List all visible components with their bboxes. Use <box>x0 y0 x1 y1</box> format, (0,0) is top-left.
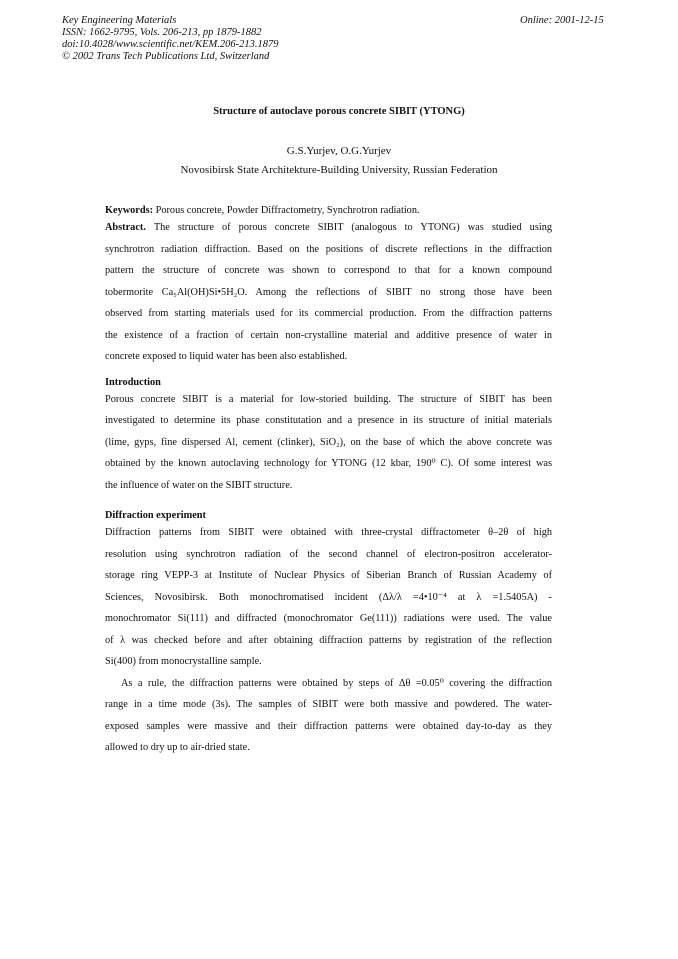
diffraction-line: As a rule, the diffraction patterns were obtained by steps of Δθ =0.05⁰ covering the diffraction <box>121 678 552 689</box>
doi-line: doi:10.4028/www.scientific.net/KEM.206-213.1879 <box>62 39 279 50</box>
paper-title: Structure of autoclave porous concrete SIBIT (YTONG) <box>213 106 465 117</box>
diffraction-line: of λ was checked before and after obtaining diffraction patterns by registration of the reflection <box>105 635 552 646</box>
diffraction-line: monochromator Si(111) and diffracted (monochromator Ge(111)) radiations were used. The value <box>105 613 552 624</box>
diffraction-line: exposed samples were massive and their diffraction patterns were obtained day-to-day as they <box>105 721 552 732</box>
journal-name: Key Engineering Materials <box>62 15 177 26</box>
diffraction-line: storage ring VEPP-3 at Institute of Nuclear Physics of Siberian Branch of Russian Academy of <box>105 570 552 581</box>
abstract-text: The structure of porous concrete SIBIT (analogous to YTONG) was studied using <box>153 222 552 233</box>
keywords-label: Keywords: <box>105 205 154 216</box>
abstract-line: tobermorite Ca₅Al(OH)Si•5H₂O. Among the reflections of SIBIT no strong those have been <box>105 287 552 298</box>
introduction-line: Porous concrete SIBIT is a material for low-storied building. The structure of SIBIT has been <box>105 394 552 405</box>
paper-affiliation: Novosibirsk State Architekture-Building University, Russian Federation <box>180 164 498 176</box>
abstract-line: concrete exposed to liquid water has been also established. <box>105 351 348 362</box>
diffraction-line: range in a time mode (3s). The samples of SIBIT were both massive and powdered. The water- <box>105 699 552 710</box>
diffraction-line: resolution using synchrotron radiation of the second channel of electron-positron accelerator- <box>105 549 552 560</box>
introduction-line: investigated to determine its phase constitutation and a presence in its structure of initial materials <box>105 415 552 426</box>
paper-authors: G.S.Yurjev, O.G.Yurjev <box>286 145 392 157</box>
introduction-heading: Introduction <box>105 377 161 388</box>
abstract-line: synchrotron radiation diffraction. Based on the positions of discrete reflections in the diffraction <box>105 244 552 255</box>
abstract-line: the existence of a fraction of certain non-crystalline material and additive presence of water in <box>105 330 552 341</box>
diffraction-line: Si(400) from monocrystalline sample. <box>105 656 262 667</box>
abstract-label: Abstract. <box>105 222 146 233</box>
introduction-line: the influence of water on the SIBIT structure. <box>105 480 293 491</box>
diffraction-line: Sciences, Novosibirsk. Both monochromatised incident (Δλ/λ =4•10⁻⁴ at λ =1.5405A) - <box>105 592 552 603</box>
abstract-line: pattern the structure of concrete was shown to correspond to that for a known compound <box>105 265 552 276</box>
copyright-line: © 2002 Trans Tech Publications Ltd, Switzerland <box>62 51 270 62</box>
diffraction-line: Diffraction patterns from SIBIT were obtained with three-crystal diffractometer θ–2θ of high <box>105 527 552 538</box>
introduction-line: obtained by the known autoclaving technology for YTONG (12 kbar, 190⁰ C). Of some interest was <box>105 458 552 469</box>
online-date: Online: 2001-12-15 <box>520 15 604 26</box>
journal-header <box>62 15 279 63</box>
diffraction-line: allowed to dry up to air-dried state. <box>105 742 250 753</box>
abstract-line: observed from starting materials used for its commercial production. From the diffraction patterns <box>105 308 552 319</box>
introduction-line: (lime, gyps, fine dispersed Al, cement (clinker), SiO₂), on the base of which the above concrete was <box>105 437 552 448</box>
abstract-line <box>105 222 552 234</box>
issn-line: ISSN: 1662-9795, Vols. 206-213, pp 1879-1882 <box>62 27 262 38</box>
diffraction-heading: Diffraction experiment <box>105 510 206 521</box>
keywords-text: Porous concrete, Powder Diffractometry, Synchrotron radiation. <box>155 205 420 216</box>
keywords-line <box>105 205 552 217</box>
